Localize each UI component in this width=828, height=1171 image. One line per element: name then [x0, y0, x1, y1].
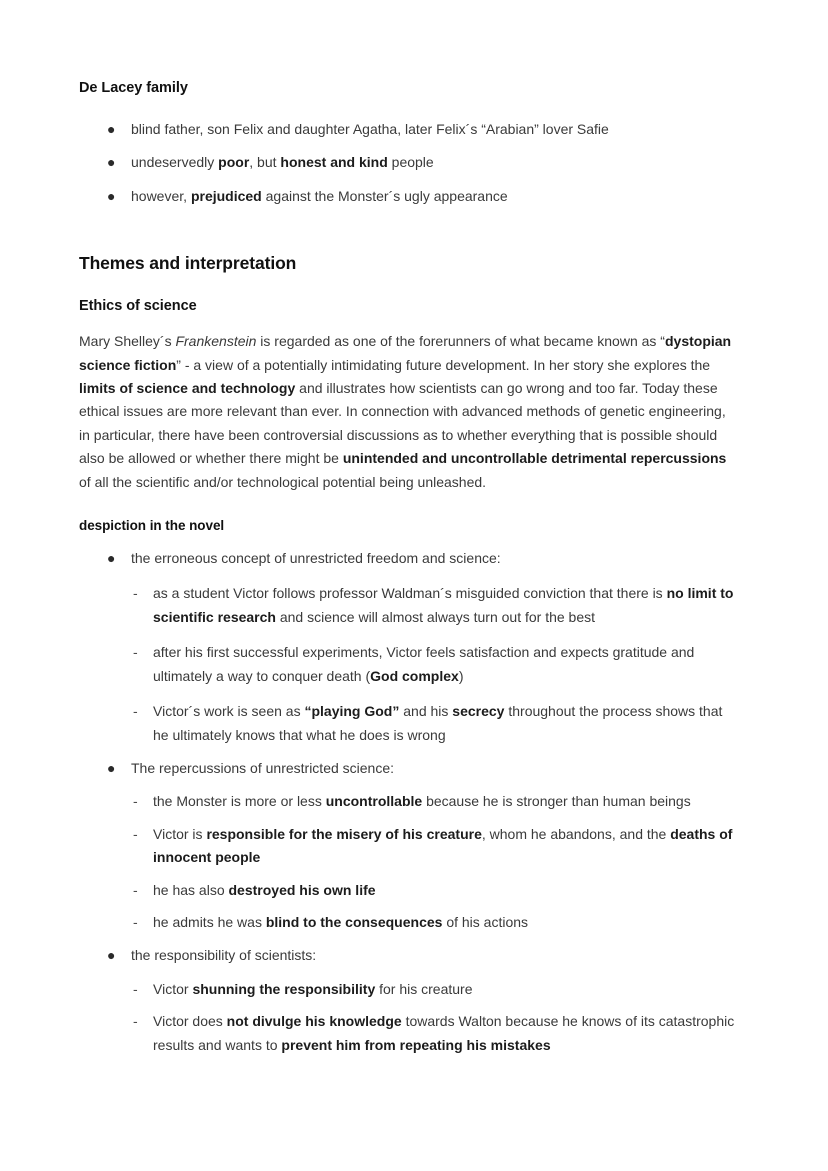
sub-list-item-text-part: he admits he was	[153, 913, 266, 930]
emphasis-text: honest and kind	[280, 154, 388, 171]
spacer	[79, 934, 740, 944]
sub-list-item-text-part: as a student Victor follows professor Waldman´s misguided conviction that there is	[153, 585, 667, 602]
document-content	[79, 78, 740, 1057]
emphasis-text: not divulge his knowledge	[226, 1013, 402, 1030]
spacer	[79, 274, 740, 296]
depiction-group-1-sublist	[79, 582, 740, 746]
dash-marker: -	[133, 825, 138, 842]
sub-list-item-text-part: Victor´s work is seen as	[153, 703, 305, 720]
bullet-marker: ●	[107, 121, 116, 137]
bullet-marker: ●	[107, 154, 116, 171]
spacer	[79, 629, 740, 641]
sub-list-item	[79, 978, 740, 1001]
emphasis-text: dystopian science fiction	[79, 333, 732, 373]
emphasis-text: “playing God”	[304, 703, 400, 720]
bullet-marker: ●	[107, 947, 116, 964]
sub-list-item	[79, 582, 740, 629]
heading-depiction-in-the-novel: despiction in the novel	[79, 518, 225, 534]
depiction-group-3	[79, 944, 740, 967]
dash-marker: -	[133, 703, 138, 720]
spacer	[79, 98, 740, 118]
emphasis-text: deaths of innocent people	[153, 825, 733, 866]
spacer	[79, 570, 740, 582]
sub-list-item-text-part: throughout the process shows that he ultimately knows that what he does is wrong	[153, 703, 723, 743]
dash-marker: -	[133, 913, 138, 930]
sub-list-item-text-part: he has also	[153, 881, 229, 898]
sub-list-item-text-part: Victor is	[153, 825, 207, 842]
emphasis-text: unintended and uncontrollable detrimental repercussions	[342, 450, 727, 467]
list-item-text: blind father, son Felix and daughter Agatha, later Felix´s “Arabian” lover Safie	[131, 121, 609, 137]
emphasis-text: blind to the consequences	[265, 913, 443, 930]
emphasis-text: no limit to scientific research	[153, 585, 734, 625]
emphasis-text: poor	[218, 154, 250, 171]
list-item	[79, 151, 740, 174]
paragraph-part: ” - a view of a potentially intimidating future development. In her story she explores the	[176, 356, 711, 373]
sub-list-item-text-part: for his creature	[375, 980, 473, 997]
emphasis-text: limits of science and technology	[79, 380, 296, 397]
emphasis-text: prejudiced	[190, 187, 262, 204]
paragraph-part: and illustrates how scientists can go wrong and too far. Today these ethical issues are more relevant than ever. In connection with advanced methods of genetic engineering, in particular, there have been controversial discussions as to whether everything that is possible should also be allowed or whether there might be	[79, 380, 726, 467]
sub-list-item-text-part: the Monster is more or less	[153, 793, 326, 810]
emphasis-text: prevent him from repeating his mistakes	[281, 1036, 551, 1053]
list-item	[79, 185, 740, 208]
sub-list-item-text-part: Victor	[153, 980, 193, 997]
emphasis-text: secrecy	[452, 703, 505, 720]
depiction-group-3-sublist	[79, 978, 740, 1057]
spacer	[79, 1001, 740, 1010]
bullet-marker: ●	[107, 187, 116, 204]
spacer	[79, 968, 740, 978]
sub-list-item-text-part: of his actions	[442, 913, 529, 930]
bullet-marker: ●	[107, 550, 116, 567]
depiction-group-2-sublist	[79, 790, 740, 934]
list-item-text-part: however,	[131, 187, 191, 204]
dash-marker: -	[133, 793, 138, 810]
sub-list-item-text-part: and science will almost always turn out for the best	[275, 608, 596, 625]
list-item	[79, 118, 740, 141]
spacer	[79, 902, 740, 911]
spacer	[79, 316, 740, 330]
list-item-text-part: , but	[249, 154, 281, 171]
list-item-text: the responsibility of scientists:	[131, 947, 317, 964]
emphasis-text: destroyed his own life	[228, 881, 376, 898]
list-item	[79, 757, 740, 780]
list-item	[79, 944, 740, 967]
dash-marker: -	[133, 1013, 138, 1030]
spacer	[79, 175, 740, 185]
emphasis-text: responsible for the misery of his creature	[206, 825, 482, 842]
emphasis-text: God complex	[370, 667, 459, 684]
spacer	[79, 688, 740, 700]
sub-list-item-text-part: Victor does	[153, 1013, 227, 1030]
emphasis-text: uncontrollable	[325, 793, 423, 810]
heading-de-lacey-family: De Lacey family	[79, 80, 188, 96]
dash-marker: -	[133, 980, 138, 997]
de-lacey-bullet-list	[79, 118, 740, 208]
sub-list-item	[79, 1010, 740, 1057]
list-item-text-part: people	[387, 154, 434, 171]
depiction-group-1	[79, 547, 740, 570]
bullet-marker: ●	[107, 759, 116, 776]
depiction-group-2	[79, 757, 740, 780]
dash-marker: -	[133, 881, 138, 898]
paragraph-part: Mary Shelley´s	[79, 333, 176, 350]
spacer	[79, 814, 740, 823]
sub-list-item-text-part: towards Walton because he knows of its catastrophic results and wants to	[153, 1013, 735, 1053]
dash-marker: -	[133, 585, 138, 602]
list-item-text: the erroneous concept of unrestricted freedom and science:	[131, 550, 501, 567]
sub-list-item-text-part: because he is stronger than human beings	[422, 793, 691, 810]
sub-list-item	[79, 911, 740, 934]
sub-list-item-text-part: )	[458, 667, 464, 684]
sub-list-item	[79, 879, 740, 902]
paragraph-part: is regarded as one of the forerunners of what became known as “	[256, 333, 665, 350]
dash-marker: -	[133, 644, 138, 661]
sub-list-item	[79, 823, 740, 870]
list-item-text-part: undeservedly	[131, 154, 219, 171]
sub-list-item	[79, 700, 740, 747]
spacer	[79, 208, 740, 252]
spacer	[79, 870, 740, 879]
sub-list-item	[79, 790, 740, 813]
list-item	[79, 547, 740, 570]
spacer	[79, 535, 740, 547]
sub-list-item-text-part: , whom he abandons, and the	[481, 825, 671, 842]
sub-list-item-text-part: after his first successful experiments, Victor feels satisfaction and expects gratitude and ultimately a way to conquer death (	[153, 644, 695, 684]
paragraph-ethics-of-science	[79, 330, 740, 494]
heading-ethics-of-science: Ethics of science	[79, 298, 197, 315]
spacer	[79, 494, 740, 516]
spacer	[79, 780, 740, 790]
emphasis-text: shunning the responsibility	[192, 980, 376, 997]
list-item-text-part: against the Monster´s ugly appearance	[261, 187, 508, 204]
sub-list-item-text-part: and his	[399, 703, 453, 720]
list-item-text: The repercussions of unrestricted science:	[131, 759, 395, 776]
paragraph-part: of all the scientific and/or technological potential being unleashed.	[79, 473, 487, 490]
italic-book-title: Frankenstein	[175, 333, 257, 350]
spacer	[79, 747, 740, 757]
spacer	[79, 141, 740, 151]
heading-themes-and-interpretation: Themes and interpretation	[79, 253, 297, 274]
sub-list-item	[79, 641, 740, 688]
